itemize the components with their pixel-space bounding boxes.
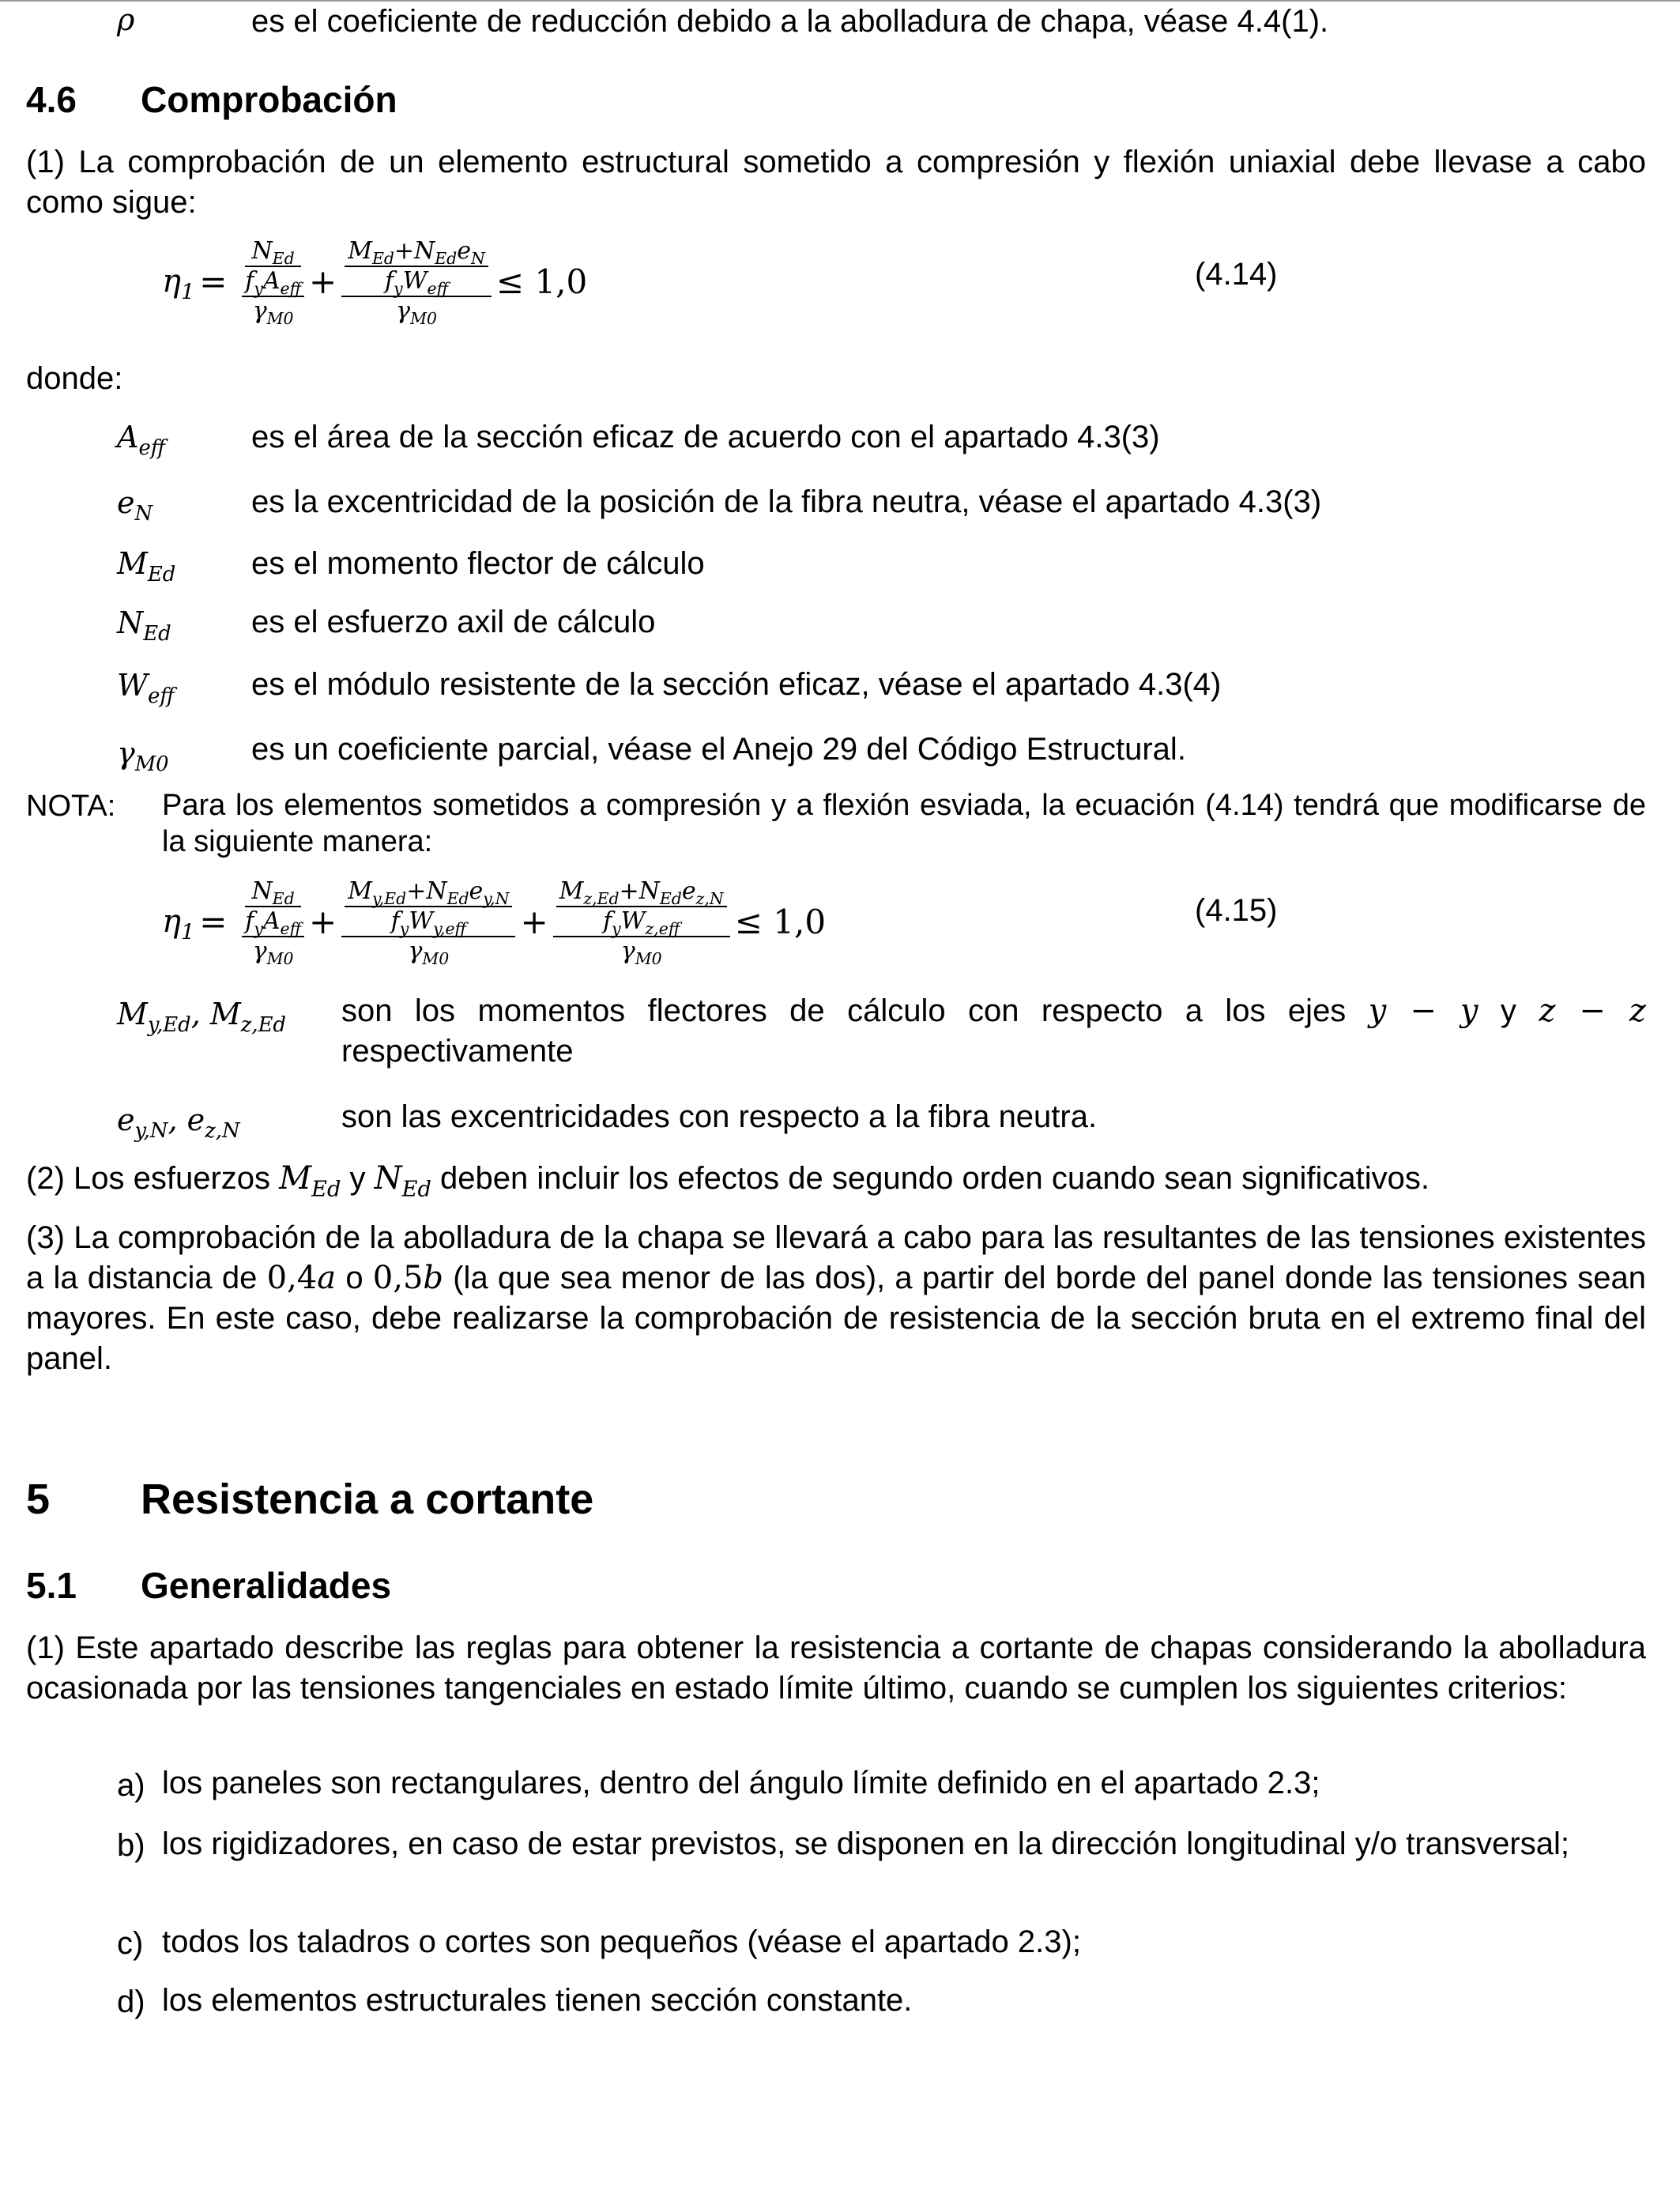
equation-4-14: $\eta_1$ = $\frac{\frac{N_{Ed}}{f_yA_{eff}}}{\gamma_{M0}}$ + $\frac{\frac{M_{Ed}+N_{Ed}e_N}{f_yW_{eff}}}{\gamma_{M0}}$ ≤ 1,0 (162, 237, 588, 329)
section-number-4-6: 4.6 (26, 79, 77, 120)
symbol-N-Ed: $N_{Ed}$ (117, 605, 171, 647)
page-top-rule (0, 0, 1680, 2)
list-item-label: a) (117, 1768, 145, 1803)
axis-y-y: y − y (1368, 993, 1478, 1029)
definition-M-Ed: es el momento flector de cálculo (251, 546, 705, 581)
list-item-label: d) (117, 1985, 145, 2019)
list-item-c: todos los taladros o cortes son pequeños (véase el apartado 2.3); (162, 1924, 1081, 1959)
value-0-5b: 0,5b (372, 1260, 444, 1296)
definition-M-y-z-Ed (341, 991, 1646, 1072)
symbol-M-Ed: $M_{Ed}$ (117, 546, 176, 587)
nota-text: Para los elementos sometidos a compresión y a flexión esviada, la ecuación (4.14) tendrá que modificarse de la siguiente manera: (162, 789, 1646, 858)
p2-start: (2) Los esfuerzos (26, 1161, 271, 1196)
axis-z-z: z − z (1539, 993, 1646, 1029)
symbol-W-eff: $W_{eff}$ (117, 668, 175, 709)
symbol-A-eff: $A_{eff}$ (117, 420, 166, 461)
p2-end: deben incluir los efectos de segundo orden cuando sean significativos. (440, 1161, 1430, 1196)
list-item-a: los paneles son rectangulares, dentro del ángulo límite definido en el apartado 2.3; (162, 1766, 1320, 1800)
list-item-d: los elementos estructurales tienen sección constante. (162, 1983, 913, 2018)
donde-label: donde: (26, 361, 123, 396)
paragraph-4-6-3 (26, 1218, 1646, 1379)
section-title-4-6: Comprobación (141, 79, 397, 120)
p3-or: o (345, 1261, 363, 1295)
nota-label: NOTA: (26, 790, 116, 823)
rho-symbol: ρ (117, 2, 135, 37)
paragraph-5-1-1: (1) Este apartado describe las reglas para obtener la resistencia a cortante de chapas considerando la abolladura ocasionada por las tensiones tangenciales en estado límite último, cuando se cumplen los siguientes criterios: (26, 1630, 1646, 1706)
definition-M-y-z-Ed-and: y (1500, 993, 1516, 1028)
p3-start: (3) La comprobación de la abolladura de la chapa se llevará a cabo para las resultantes de las tensiones existentes a la distancia de (26, 1220, 1646, 1295)
definition-e-N: es la excentricidad de la posición de la fibra neutra, véase el apartado 4.3(3) (251, 484, 1322, 519)
symbol-M-y-z-Ed: $M_{y,Ed}$, $M_{z,Ed}$ (117, 997, 286, 1038)
section-number-5: 5 (26, 1476, 51, 1523)
equation-number-4-15: (4.15) (1195, 893, 1278, 928)
equation-number-4-14: (4.14) (1195, 257, 1278, 292)
definition-N-Ed: es el esfuerzo axil de cálculo (251, 605, 656, 639)
definition-A-eff: es el área de la sección eficaz de acuerdo con el apartado 4.3(3) (251, 420, 1160, 454)
list-item-label: b) (117, 1828, 145, 1863)
symbol-N-Ed-inline: $N_{Ed}$ (374, 1160, 431, 1202)
section-title-5: Resistencia a cortante (141, 1476, 594, 1523)
symbol-M-Ed-inline: $M_{Ed}$ (279, 1160, 341, 1202)
section-title-5-1: Generalidades (141, 1565, 392, 1606)
p2-and: y (349, 1161, 366, 1196)
definition-M-y-z-Ed-tail: respectivamente (341, 1034, 574, 1069)
value-0-4a: 0,4a (266, 1260, 337, 1296)
rho-definition: es el coeficiente de reducción debido a la abolladura de chapa, véase 4.4(1). (251, 4, 1329, 39)
definition-e-y-z-N: son las excentricidades con respecto a la fibra neutra. (341, 1099, 1098, 1134)
symbol-e-y-z-N: $e_{y,N}$, $e_{z,N}$ (117, 1103, 240, 1144)
p3-end: (la que sea menor de las dos), a partir del borde del panel donde las tensiones sean mayores. En este caso, debe realizarse la comprobación de resistencia de la sección bruta en el extremo final del panel. (26, 1261, 1646, 1376)
definition-M-y-z-Ed-text: son los momentos flectores de cálculo con respecto a los ejes (341, 993, 1347, 1028)
symbol-e-N: $e_N$ (117, 485, 153, 526)
paragraph-4-6-1: (1) La comprobación de un elemento estructural sometido a compresión y flexión uniaxial debe llevase a cabo como sigue: (26, 145, 1646, 220)
section-number-5-1: 5.1 (26, 1565, 77, 1606)
equation-4-15: $\eta_1$ = $\frac{\frac{N_{Ed}}{f_yA_{eff}}}{\gamma_{M0}}$ + $\frac{\frac{M_{y,Ed}+N_{Ed}e_{y,N}}{f_yW_{y,eff}}}{\gamma_{M0}}$ + $\frac{\frac{M_{z,Ed}+N_{Ed}e_{z,N}}{f_yW_{z,eff}}}{\gamma_{M0}}$ ≤ 1,0 (162, 877, 827, 969)
list-item-b: los rigidizadores, en caso de estar previstos, se disponen en la dirección longitudinal y/o transversal; (162, 1826, 1569, 1861)
paragraph-4-6-2 (26, 1159, 1646, 1202)
list-item-label: c) (117, 1926, 144, 1961)
definition-gamma-M0: es un coeficiente parcial, véase el Anejo 29 del Código Estructural. (251, 732, 1186, 767)
definition-W-eff: es el módulo resistente de la sección eficaz, véase el apartado 4.3(4) (251, 667, 1222, 702)
symbol-gamma-M0: $\gamma_{M0}$ (117, 736, 169, 777)
